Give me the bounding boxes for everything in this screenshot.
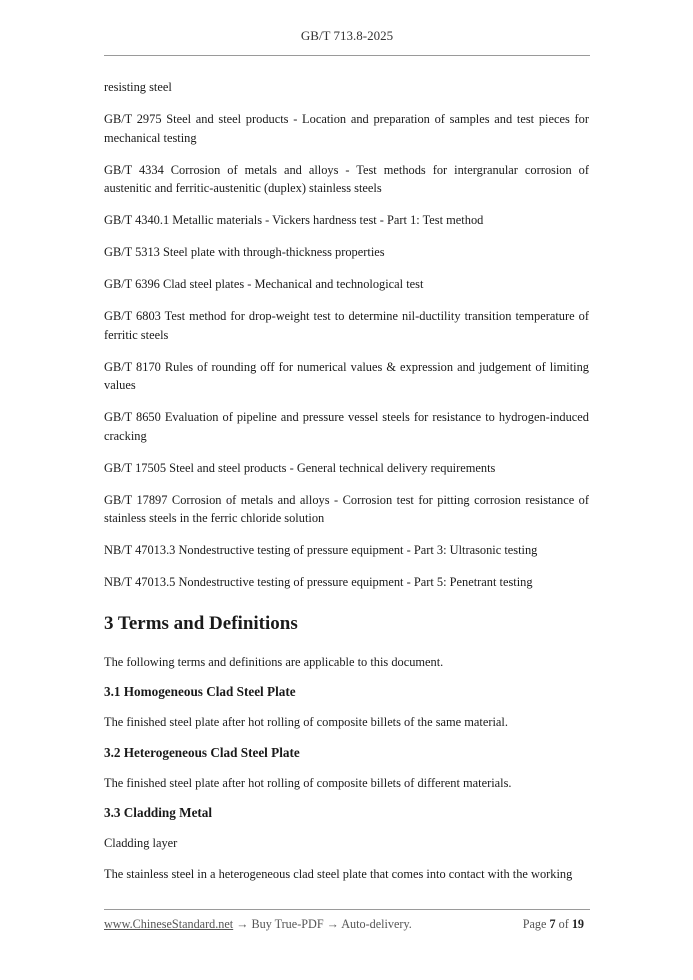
- of-label: of: [558, 917, 569, 931]
- page-body: [104, 78, 589, 895]
- page-label: Page: [522, 917, 547, 931]
- reference-item: GB/T 17505 Steel and steel products - General technical delivery requirements: [104, 460, 496, 475]
- delivery-text: Auto-delivery.: [338, 917, 412, 931]
- reference-item: GB/T 6803 Test method for drop-weight test to determine nil-ductility transition temperature of ferritic steels: [104, 309, 589, 342]
- page-number: 7: [549, 917, 556, 931]
- arrow-icon: →: [326, 917, 339, 931]
- reference-item: GB/T 5313 Steel plate with through-thickness properties: [104, 245, 385, 259]
- reference-item: NB/T 47013.5 Nondestructive testing of pressure equipment - Part 5: Penetrant testing: [104, 575, 533, 589]
- subsection-title: 3.2 Heterogeneous Clad Steel Plate: [104, 744, 300, 760]
- subsection-title: 3.1 Homogeneous Clad Steel Plate: [104, 684, 296, 699]
- document-id: GB/T 713.8-2025: [300, 28, 394, 43]
- reference-item: resisting steel: [104, 80, 172, 94]
- section-title: 3 Terms and Definitions: [104, 612, 298, 634]
- subsection-title: 3.3 Cladding Metal: [104, 805, 213, 820]
- definition-text: The finished steel plate after hot rolling of composite billets of different materials.: [104, 775, 512, 790]
- footer-divider: [104, 909, 590, 910]
- website-link[interactable]: www.ChineseStandard.net: [104, 917, 234, 931]
- buy-text: Buy True-PDF: [248, 917, 327, 931]
- definition-text: The finished steel plate after hot rolling of composite billets of the same material.: [104, 715, 508, 729]
- alternate-term: Cladding layer: [104, 836, 178, 850]
- footer-promo: [104, 917, 412, 932]
- definition-text: The stainless steel in a heterogeneous clad steel plate that comes into contact with the working: [104, 866, 573, 881]
- reference-item: GB/T 4340.1 Metallic materials - Vickers hardness test - Part 1: Test method: [104, 213, 484, 227]
- reference-item: GB/T 6396 Clad steel plates - Mechanical and technological test: [104, 277, 424, 291]
- arrow-icon: →: [236, 917, 249, 931]
- section-intro: The following terms and definitions are applicable to this document.: [104, 654, 444, 669]
- page-counter: [523, 917, 584, 932]
- reference-item: GB/T 8650 Evaluation of pipeline and pressure vessel steels for resistance to hydrogen-induced cracking: [104, 410, 589, 443]
- reference-item: NB/T 47013.3 Nondestructive testing of pressure equipment - Part 3: Ultrasonic testing: [104, 543, 538, 557]
- page-total: 19: [571, 917, 584, 931]
- reference-item: GB/T 17897 Corrosion of metals and alloys - Corrosion test for pitting corrosion resistance of stainless steels in the ferric chloride solution: [104, 492, 589, 525]
- header-divider: [104, 55, 590, 56]
- reference-item: GB/T 2975 Steel and steel products - Location and preparation of samples and test pieces for mechanical testing: [104, 112, 589, 145]
- page-header: [104, 28, 590, 44]
- reference-item: GB/T 4334 Corrosion of metals and alloys - Test methods for intergranular corrosion of austenitic and ferritic-austenitic (duplex) stainless steels: [104, 162, 589, 195]
- reference-item: GB/T 8170 Rules of rounding off for numerical values & expression and judgement of limiting values: [104, 359, 589, 392]
